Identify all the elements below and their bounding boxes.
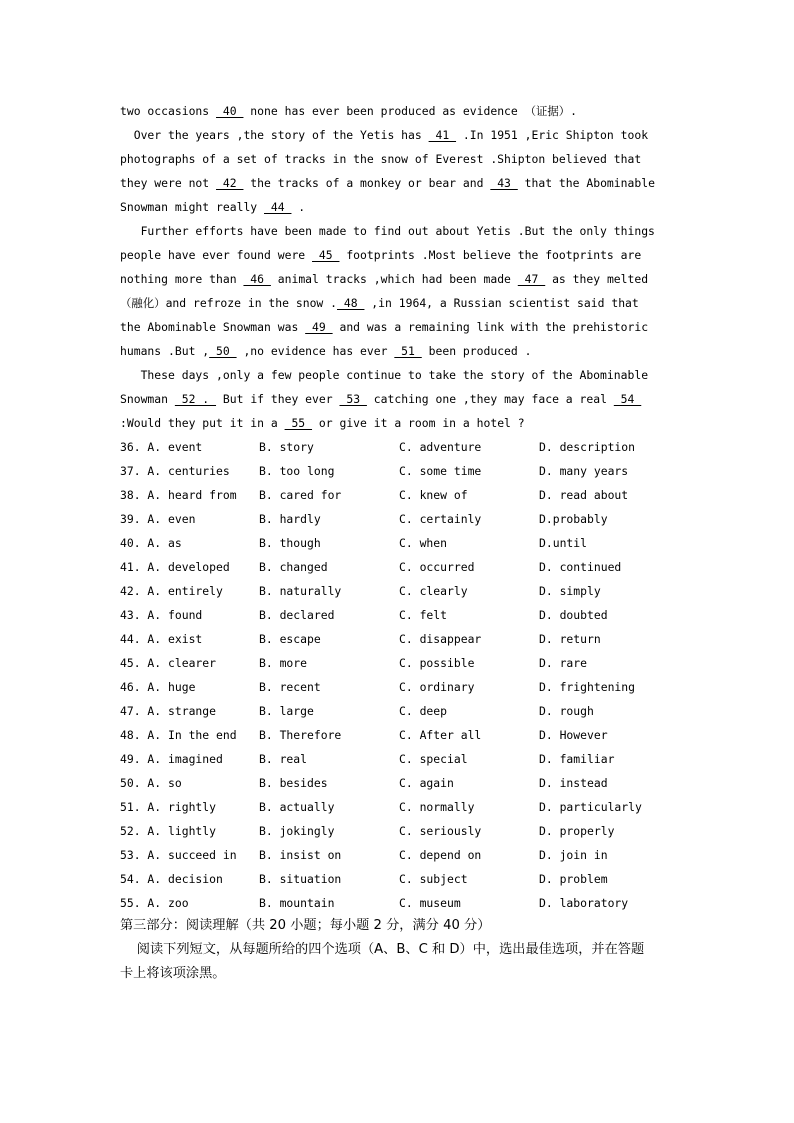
option-c: C. normally <box>399 800 475 814</box>
blank-number: 50 <box>209 344 237 358</box>
passage-line <box>120 147 641 171</box>
option-b: B. real <box>259 752 308 766</box>
option-a: 50. A. so <box>120 776 182 790</box>
option-a: 43. A. found <box>120 608 203 622</box>
passage-text: ,no evidence has ever <box>236 344 395 358</box>
option-c: C. seriously <box>399 824 482 838</box>
option-a: 52. A. lightly <box>120 824 217 838</box>
option-a: 44. A. exist <box>120 632 203 646</box>
passage-text: the Abominable Snowman was <box>120 320 306 334</box>
option-a: 55. A. zoo <box>120 896 189 910</box>
option-a: 46. A. huge <box>120 680 196 694</box>
option-b: B. hardly <box>259 512 321 526</box>
passage-text: Further efforts have been made to find out about Yetis .But the only things <box>120 224 655 238</box>
passage-text: These days ,only a few people continue to take the story of the Abominable <box>120 368 649 382</box>
section-heading: 第三部分：阅读理解（共 20 小题；每小题 2 分，满分 40 分） <box>120 918 491 933</box>
passage-text: two occasions <box>120 104 217 118</box>
passage-line <box>120 315 648 339</box>
passage-text: （融化）and refroze in the snow . <box>120 296 338 310</box>
option-c: C. disappear <box>399 632 482 646</box>
passage-text: photographs of a set of tracks in the snow of Everest .Shipton believed that <box>120 152 642 166</box>
option-c: C. museum <box>399 896 461 910</box>
option-d: D. laboratory <box>539 896 629 910</box>
blank-number: 41 <box>428 128 457 142</box>
option-d: D. read about <box>539 488 629 502</box>
option-c: C. special <box>399 752 468 766</box>
option-d: D. description <box>539 440 636 454</box>
section-instruction: 阅读下列短文，从每题所给的四个选项（A、B、C 和 D）中，选出最佳选项，并在答题 <box>120 942 645 957</box>
passage-line <box>120 363 648 387</box>
blank-number: 44 <box>264 200 292 214</box>
passage-text: catching one ,they may face a real <box>366 392 614 406</box>
blank-number: 53 <box>339 392 367 406</box>
option-a: 38. A. heard from <box>120 488 237 502</box>
passage-text: been produced . <box>421 344 532 358</box>
option-b: B. recent <box>259 680 321 694</box>
blank-number: 46 <box>243 272 271 286</box>
passage-text: :Would they put it in a <box>120 416 285 430</box>
passage-text: nothing more than <box>120 272 244 286</box>
option-c: C. when <box>399 536 448 550</box>
option-d: D. join in <box>539 848 608 862</box>
option-d: D. frightening <box>539 680 636 694</box>
option-b: B. story <box>259 440 314 454</box>
blank-number: 42 <box>216 176 244 190</box>
option-b: B. escape <box>259 632 321 646</box>
option-c: C. clearly <box>399 584 468 598</box>
option-c: C. some time <box>399 464 482 478</box>
option-a: 37. A. centuries <box>120 464 230 478</box>
option-b: B. besides <box>259 776 328 790</box>
blank-number: 45 <box>312 248 340 262</box>
passage-line <box>120 123 648 147</box>
option-c: C. After all <box>399 728 482 742</box>
passage-line <box>120 99 577 123</box>
blank-number: 48 <box>337 296 365 310</box>
option-a: 48. A. In the end <box>120 728 237 742</box>
option-d: D. properly <box>539 824 615 838</box>
passage-text: footprints .Most believe the footprints are <box>339 248 642 262</box>
option-d: D. rare <box>539 656 588 670</box>
passage-line <box>120 243 641 267</box>
option-c: C. adventure <box>399 440 482 454</box>
passage-text: animal tracks ,which had been made <box>270 272 518 286</box>
passage-text: But if they ever <box>216 392 340 406</box>
option-b: B. more <box>259 656 308 670</box>
option-c: C. certainly <box>399 512 482 526</box>
option-a: 36. A. event <box>120 440 203 454</box>
option-c: C. subject <box>399 872 468 886</box>
passage-line <box>120 195 305 219</box>
option-b: B. cared for <box>259 488 342 502</box>
passage-text: Snowman might really <box>120 200 265 214</box>
option-b: B. Therefore <box>259 728 342 742</box>
option-d: D. return <box>539 632 601 646</box>
blank-number: 43 <box>490 176 518 190</box>
passage-text: that the Abominable <box>517 176 655 190</box>
option-b: B. declared <box>259 608 335 622</box>
option-c: C. occurred <box>399 560 475 574</box>
option-d: D. continued <box>539 560 622 574</box>
blank-number: 40 <box>216 104 244 118</box>
option-b: B. insist on <box>259 848 342 862</box>
passage-text: and was a remaining link with the prehistoric <box>332 320 649 334</box>
passage-text: . <box>291 200 306 214</box>
passage-text: humans .But , <box>120 344 210 358</box>
option-d: D. particularly <box>539 800 642 814</box>
option-b: B. mountain <box>259 896 335 910</box>
option-d: D. instead <box>539 776 608 790</box>
option-b: B. jokingly <box>259 824 335 838</box>
option-b: B. too long <box>259 464 335 478</box>
option-b: B. situation <box>259 872 342 886</box>
blank-number: 47 <box>517 272 546 286</box>
option-c: C. depend on <box>399 848 482 862</box>
option-c: C. deep <box>399 704 448 718</box>
option-b: B. changed <box>259 560 328 574</box>
passage-line <box>120 411 525 435</box>
option-d: D. rough <box>539 704 594 718</box>
option-d: D.probably <box>539 512 608 526</box>
blank-number: 52 . <box>174 392 217 406</box>
passage-text: .In 1951 ,Eric Shipton took <box>456 128 649 142</box>
option-a: 45. A. clearer <box>120 656 217 670</box>
option-d: D. simply <box>539 584 601 598</box>
option-a: 40. A. as <box>120 536 182 550</box>
passage-text: as they melted <box>545 272 649 286</box>
passage-text: or give it a room in a hotel ? <box>312 416 525 430</box>
option-a: 51. A. rightly <box>120 800 217 814</box>
passage-line <box>120 219 655 243</box>
passage-line <box>120 339 532 363</box>
passage-text: none has ever been produced as evidence （证据）. <box>243 104 578 118</box>
passage-line <box>120 291 639 315</box>
option-a: 47. A. strange <box>120 704 217 718</box>
passage-text: Snowman <box>120 392 175 406</box>
passage-line <box>120 387 641 411</box>
option-c: C. again <box>399 776 454 790</box>
option-d: D. many years <box>539 464 629 478</box>
section-instruction-cont: 卡上将该项涂黑。 <box>120 966 226 981</box>
option-c: C. felt <box>399 608 448 622</box>
option-c: C. possible <box>399 656 475 670</box>
passage-text: people have ever found were <box>120 248 313 262</box>
passage-line <box>120 171 655 195</box>
option-d: D. doubted <box>539 608 608 622</box>
option-a: 54. A. decision <box>120 872 223 886</box>
option-c: C. knew of <box>399 488 468 502</box>
option-a: 53. A. succeed in <box>120 848 237 862</box>
option-d: D.until <box>539 536 588 550</box>
blank-number: 54 <box>613 392 642 406</box>
passage-text: ,in 1964, a Russian scientist said that <box>364 296 639 310</box>
option-d: D. problem <box>539 872 608 886</box>
option-c: C. ordinary <box>399 680 475 694</box>
passage-line <box>120 267 648 291</box>
passage-text: the tracks of a monkey or bear and <box>243 176 491 190</box>
option-a: 49. A. imagined <box>120 752 223 766</box>
option-b: B. actually <box>259 800 335 814</box>
option-a: 42. A. entirely <box>120 584 223 598</box>
option-d: D. familiar <box>539 752 615 766</box>
passage-text: they were not <box>120 176 217 190</box>
blank-number: 55 <box>284 416 313 430</box>
blank-number: 49 <box>305 320 333 334</box>
option-a: 39. A. even <box>120 512 196 526</box>
option-b: B. though <box>259 536 321 550</box>
option-b: B. large <box>259 704 314 718</box>
option-b: B. naturally <box>259 584 342 598</box>
option-a: 41. A. developed <box>120 560 230 574</box>
blank-number: 51 <box>394 344 422 358</box>
passage-text: Over the years ,the story of the Yetis has <box>120 128 429 142</box>
option-d: D. However <box>539 728 608 742</box>
